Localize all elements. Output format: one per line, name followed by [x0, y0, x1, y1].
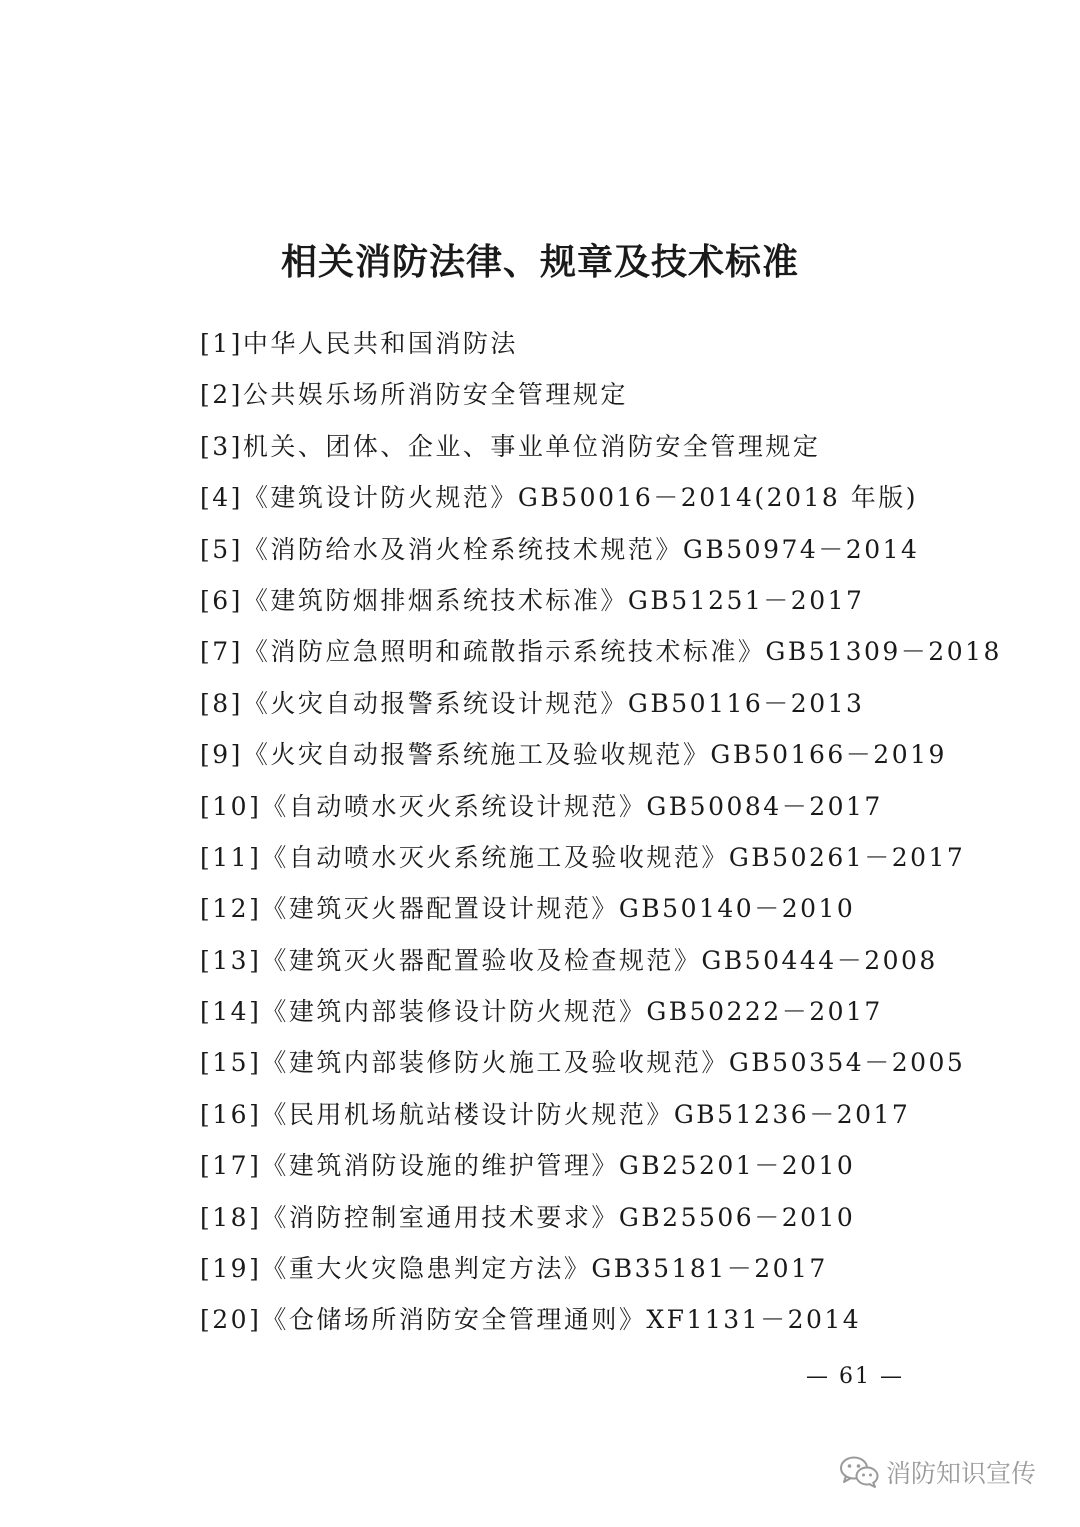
page-title: 相关消防法律、规章及技术标准 [280, 241, 799, 283]
reference-item: [18]《消防控制室通用技术要求》GB25506－2010 [200, 1202, 856, 1232]
reference-item: [2]公共娱乐场所消防安全管理规定 [200, 380, 628, 410]
reference-list [200, 318, 1002, 1346]
reference-item: [14]《建筑内部装修设计防火规范》GB50222－2017 [200, 997, 883, 1027]
reference-item: [15]《建筑内部装修防火施工及验收规范》GB50354－2005 [200, 1048, 966, 1078]
reference-item: [12]《建筑灭火器配置设计规范》GB50140－2010 [200, 894, 856, 924]
reference-item: [13]《建筑灭火器配置验收及检查规范》GB50444－2008 [200, 945, 938, 975]
reference-item: [9]《火灾自动报警系统施工及验收规范》GB50166－2019 [200, 740, 947, 770]
page-number: — 61 — [806, 1364, 904, 1389]
reference-item: [4]《建筑设计防火规范》GB50016－2014(2018 年版) [200, 483, 918, 513]
reference-item: [3]机关、团体、企业、事业单位消防安全管理规定 [200, 431, 821, 461]
reference-item: [6]《建筑防烟排烟系统技术标准》GB51251－2017 [200, 585, 865, 615]
reference-item: [5]《消防给水及消火栓系统技术规范》GB50974－2014 [200, 534, 920, 564]
reference-item: [10]《自动喷水灭火系统设计规范》GB50084－2017 [200, 791, 883, 821]
reference-item: [8]《火灾自动报警系统设计规范》GB50116－2013 [200, 688, 865, 718]
reference-item: [19]《重大火灾隐患判定方法》GB35181－2017 [200, 1254, 828, 1284]
watermark-text: 消防知识宣传 [886, 1459, 1037, 1488]
reference-item: [7]《消防应急照明和疏散指示系统技术标准》GB51309－2018 [200, 637, 1002, 667]
watermark [838, 1452, 1036, 1492]
reference-item: [17]《建筑消防设施的维护管理》GB25201－2010 [200, 1151, 856, 1181]
reference-item: [16]《民用机场航站楼设计防火规范》GB51236－2017 [200, 1099, 911, 1129]
reference-item: [11]《自动喷水灭火系统施工及验收规范》GB50261－2017 [200, 842, 966, 872]
wechat-icon [838, 1454, 880, 1490]
reference-item: [1]中华人民共和国消防法 [200, 329, 518, 358]
reference-item: [20]《仓储场所消防安全管理通则》XF1131－2014 [200, 1305, 862, 1335]
